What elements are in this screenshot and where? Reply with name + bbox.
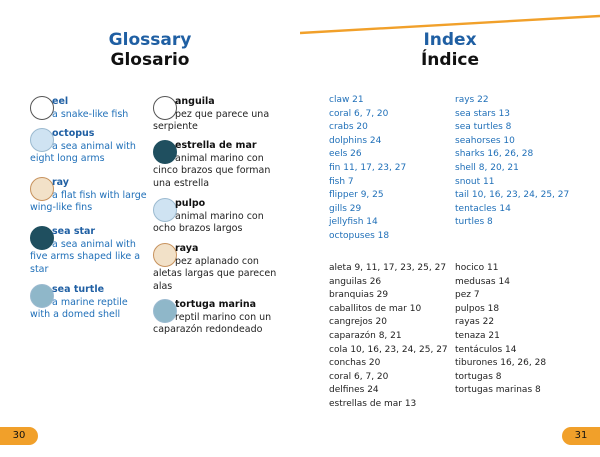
glossary-definition [30, 190, 148, 215]
index-entry: tortugas 8 [455, 371, 502, 382]
index-entry: gills 29 [329, 203, 362, 214]
glossary-definition [30, 297, 148, 322]
glossary-entry-tortuga-marina [153, 299, 288, 337]
glossary-definition-text: a marine reptile with a domed shell [30, 296, 128, 320]
index-list-en-col2 [455, 94, 569, 230]
glossary-definition [153, 312, 288, 337]
index-entry: cangrejos 20 [329, 317, 387, 328]
index-title-es: Índice [420, 50, 480, 70]
index-entry: flipper 9, 25 [329, 190, 384, 201]
eel-icon [30, 96, 54, 120]
glossary-term: sea turtle [52, 284, 105, 295]
index-list-es-col1 [329, 262, 448, 412]
glossary-term: estrella de mar [175, 140, 257, 151]
index-entry: claw 21 [329, 95, 364, 105]
index-entry: branquias 29 [329, 290, 389, 301]
index-entry: sea stars 13 [455, 108, 511, 119]
index-entry: tenaza 21 [455, 330, 500, 341]
glossary-definition [30, 239, 148, 277]
index-entry: hocico 11 [455, 263, 499, 273]
glossary-title-es: Glosario [110, 50, 190, 70]
glossary-entry-octopus [30, 128, 148, 166]
glossary-definition-text: reptil marino con un caparazón redondeado [153, 311, 272, 335]
index-entry: turtles 8 [455, 217, 493, 228]
index-entry: rays 22 [455, 95, 489, 105]
glossary-definition-text: animal marino con ocho brazos largos [153, 210, 264, 234]
glossary-term: sea star [52, 226, 96, 237]
glossary-definition: a snake-like fish [52, 108, 129, 120]
index-entry: tail 10, 16, 23, 24, 25, 27 [455, 190, 570, 201]
index-entry: shell 8, 20, 21 [455, 162, 519, 173]
glossary-definition [153, 109, 288, 134]
page-number-left: 30 [0, 427, 38, 445]
glossary-definition [30, 141, 148, 166]
glossary-definition [153, 211, 288, 236]
glossary-entry-anguila [153, 96, 288, 134]
glossary-term: octopus [52, 128, 95, 139]
index-entry: tentáculos 14 [455, 344, 517, 355]
glossary-definition-text: pez aplanado con aletas largas que parecen alas [153, 255, 277, 292]
index-entry: fish 7 [329, 176, 354, 187]
glossary-term: eel [52, 96, 69, 107]
index-entry: anguilas 26 [329, 276, 382, 287]
index-list-en-col1 [329, 94, 406, 244]
index-entry: snout 11 [455, 176, 495, 187]
index-entry: cola 10, 16, 23, 24, 25, 27 [329, 344, 448, 355]
index-entry: dolphins 24 [329, 135, 382, 146]
glossary-definition [153, 153, 288, 191]
glossary-term: tortuga marina [175, 299, 257, 310]
index-entry: caparazón 8, 21 [329, 330, 402, 341]
glossary-definition-text: a sea animal with eight long arms [30, 140, 136, 164]
index-entry: seahorses 10 [455, 135, 515, 146]
glossary-definition-text: animal marino con cinco brazos que forman una estrella [153, 152, 271, 189]
index-entry: medusas 14 [455, 276, 510, 287]
index-entry: crabs 20 [329, 122, 368, 133]
glossary-term: raya [175, 243, 199, 254]
glossary-entry-sea-turtle [30, 284, 148, 322]
index-entry: sharks 16, 26, 28 [455, 149, 534, 160]
index-entry: coral 6, 7, 20 [329, 371, 389, 382]
index-entry: octopuses 18 [329, 230, 390, 241]
index-list-es-col2 [455, 262, 546, 398]
glossary-definition-text: pez que parece una serpiente [153, 108, 270, 132]
glossary-term: anguila [175, 96, 215, 107]
page-number-right: 31 [562, 427, 600, 445]
index-entry: fin 11, 17, 23, 27 [329, 162, 407, 173]
glossary-term: ray [52, 177, 69, 188]
glossary-definition-text: a sea animal with five arms shaped like a star [30, 238, 141, 275]
index-entry: conchas 20 [329, 358, 381, 369]
index-entry: eels 26 [329, 149, 362, 160]
glossary-title: Glossary [108, 30, 192, 50]
glossary-definition [153, 256, 288, 294]
glossary-entry-pulpo [153, 198, 288, 236]
glossary-entry-raya [153, 243, 288, 293]
index-entry: delfines 24 [329, 385, 379, 396]
glossary-term: pulpo [175, 198, 206, 209]
index-entry: sea turtles 8 [455, 122, 512, 133]
glossary-entry-ray [30, 177, 148, 215]
glossary-entry-eel [52, 96, 152, 121]
index-title: Index [423, 30, 477, 50]
index-entry: estrellas de mar 13 [329, 398, 417, 409]
glossary-definition-text: a flat fish with large wing-like fins [30, 189, 147, 213]
index-entry: jellyfish 14 [329, 217, 378, 228]
glossary-entry-estrella-de-mar [153, 140, 288, 190]
index-entry: tiburones 16, 26, 28 [455, 358, 547, 369]
index-entry: pulpos 18 [455, 303, 500, 314]
index-entry: tortugas marinas 8 [455, 385, 541, 396]
index-entry: caballitos de mar 10 [329, 303, 422, 314]
glossary-entry-sea-star [30, 226, 148, 276]
index-entry: rayas 22 [455, 317, 495, 328]
index-entry: tentacles 14 [455, 203, 511, 214]
index-entry: coral 6, 7, 20 [329, 108, 389, 119]
index-entry: pez 7 [455, 290, 480, 301]
index-entry: aleta 9, 11, 17, 23, 25, 27 [329, 263, 447, 273]
